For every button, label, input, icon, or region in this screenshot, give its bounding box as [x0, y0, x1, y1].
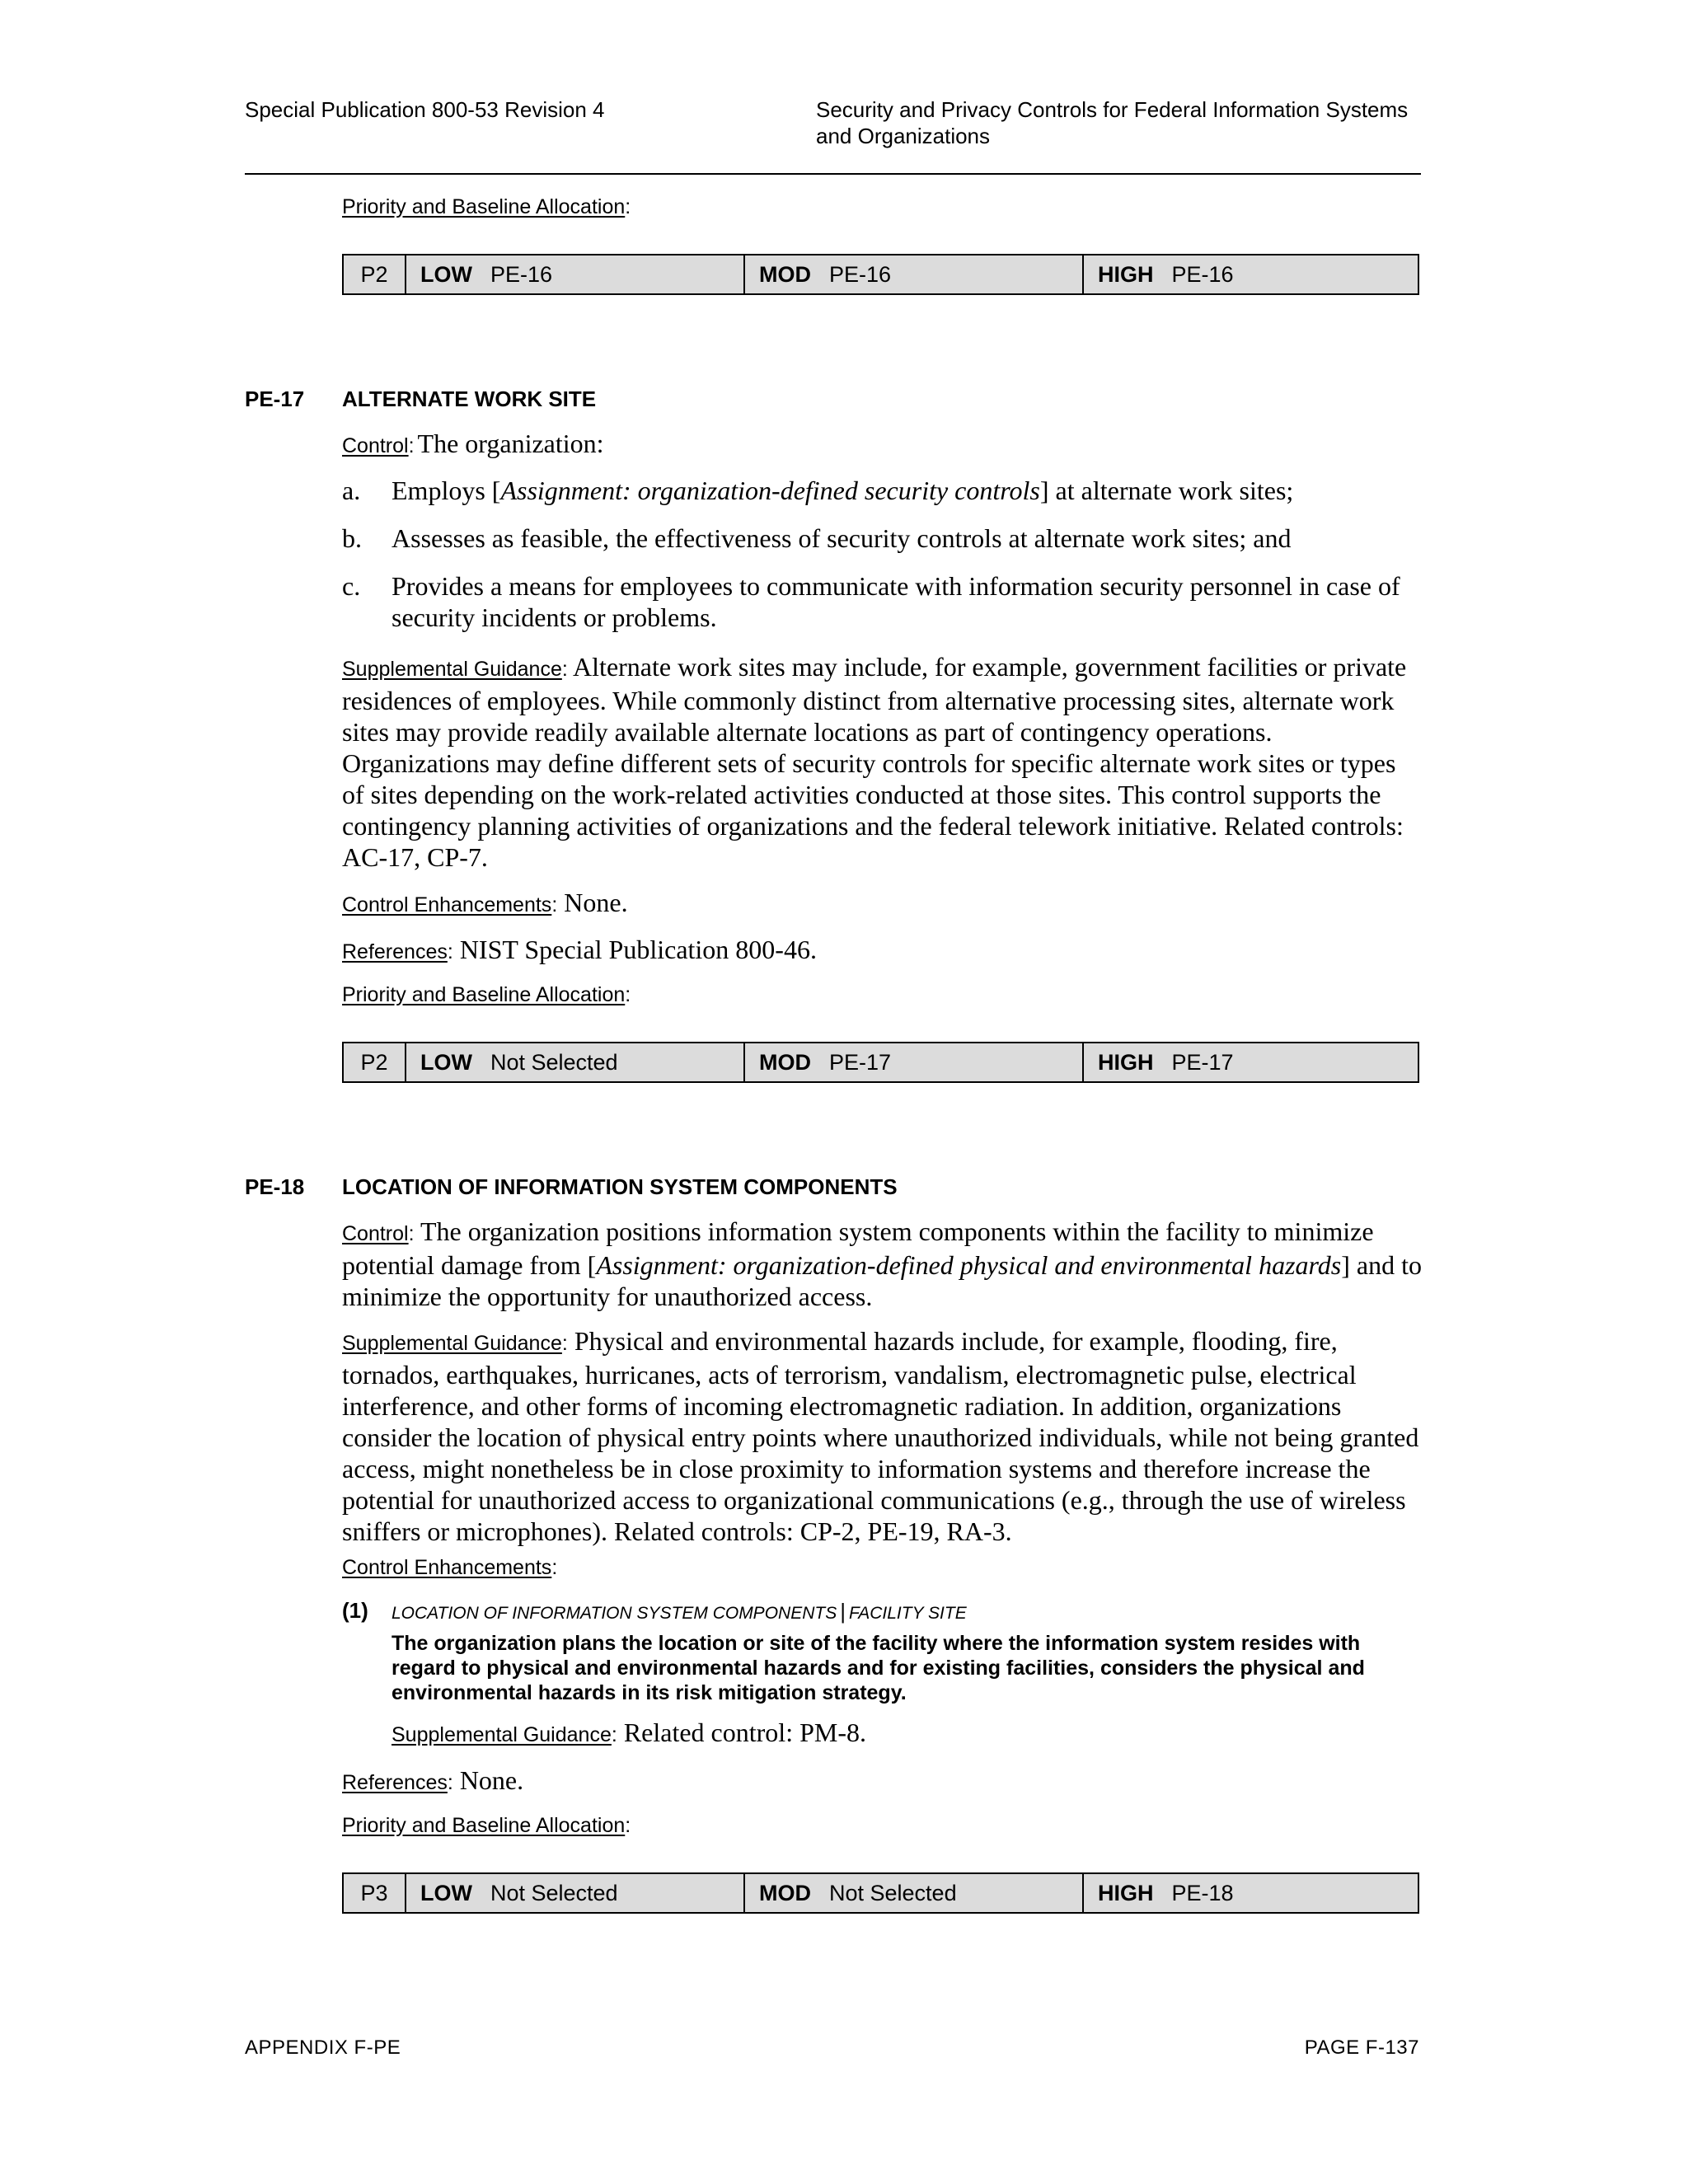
pe18-title: LOCATION OF INFORMATION SYSTEM COMPONENTS	[342, 1174, 898, 1199]
pe16-allocation-table	[342, 254, 1419, 295]
pe17-allocation-table	[342, 1042, 1419, 1083]
header-right-line2: and Organizations	[816, 124, 991, 148]
priority-cell: P2	[360, 1049, 388, 1075]
mod-cell: MOD PE-17	[743, 1043, 1082, 1081]
low-cell: LOW Not Selected	[405, 1043, 743, 1081]
pe17-enhancements: Control Enhancements: None.	[342, 888, 628, 917]
priority-cell: P2	[360, 261, 388, 287]
pe18-supplemental: Supplemental Guidance: Physical and environmental hazards include, for example, flooding, fire, tornados, earthquakes, hurricanes, acts of terrorism, vandalism, electromagnetic pulse, electrical interference, and other forms of incoming electromagnetic radiation. In addition, organizations consider the location of physical entry points where unauthorized individuals, while not being granted access, might nonetheless be in close proximity to information systems and therefore increase the potential for unauthorized access to organizational communications (e.g., through the use of wireless sniffers or microphones). Related controls: CP-2, PE-19, RA-3.	[342, 1326, 1419, 1546]
mod-cell: MOD PE-16	[743, 255, 1082, 293]
pe17-supplemental: Supplemental Guidance: Alternate work sites may include, for example, government facilities or private residences of employees. While commonly distinct from alternative processing sites, alternate work sites may provide readily available alternate locations as part of contingency operations. Organizations may define different sets of security controls for specific alternate work sites or types of sites depending on the work-related activities conducted at those sites. This control supports the contingency planning activities of organizations and the federal telework initiative. Related controls: AC-17, CP-7.	[342, 652, 1407, 872]
pe17-item-a-mark: a.	[342, 476, 361, 505]
footer-left: APPENDIX F-PE	[245, 2036, 401, 2059]
pe17-item-c-mark: c.	[342, 571, 361, 601]
pe17-item-a: Employs [Assignment: organization-defined security controls] at alternate work sites;	[392, 476, 1294, 505]
pe16-priority-label: Priority and Baseline Allocation:	[342, 195, 631, 218]
pe18-id: PE-18	[245, 1174, 305, 1199]
header-right-line1: Security and Privacy Controls for Federal Information Systems	[816, 97, 1409, 122]
pe18-allocation-table	[342, 1872, 1419, 1914]
pe17-item-b-mark: b.	[342, 523, 362, 553]
mod-cell: MOD Not Selected	[743, 1874, 1082, 1912]
pe17-title: ALTERNATE WORK SITE	[342, 387, 597, 411]
pe18-enhancement-text: The organization plans the location or site of the facility where the information system resides with regard to physical and environmental hazards and for existing facilities, considers the physical and environmental hazards in its risk mitigation strategy.	[392, 1632, 1365, 1704]
high-cell: HIGH PE-16	[1082, 255, 1418, 293]
pe18-enhancements-label: Control Enhancements:	[342, 1556, 558, 1579]
pe18-enhancement-supplemental: Supplemental Guidance: Related control: PM-8.	[392, 1718, 866, 1747]
pe17-references: References: NIST Special Publication 800-46.	[342, 935, 817, 964]
pe18-enhancement-title: LOCATION OF INFORMATION SYSTEM COMPONENTS | FACILITY SITE	[392, 1599, 967, 1624]
pe17-priority-label: Priority and Baseline Allocation:	[342, 983, 631, 1006]
high-cell: HIGH PE-18	[1082, 1874, 1418, 1912]
pe18-control: Control: The organization positions information system components within the facility to minimize potential damage from [Assignment: organization-defined physical and environmental hazards] and to minimize the opportunity for unauthorized access.	[342, 1216, 1422, 1311]
priority-cell: P3	[360, 1880, 388, 1905]
pe17-id: PE-17	[245, 387, 305, 411]
high-cell: HIGH PE-17	[1082, 1043, 1418, 1081]
pe18-enhancement-number: (1)	[342, 1598, 368, 1623]
header-left: Special Publication 800-53 Revision 4	[245, 97, 605, 122]
low-cell: LOW Not Selected	[405, 1874, 743, 1912]
footer-page-number: PAGE F-137	[1304, 2036, 1419, 2059]
pe17-control: Control: The organization:	[342, 429, 604, 458]
pe18-references: References: None.	[342, 1765, 524, 1795]
header-rule	[245, 173, 1421, 175]
pe18-priority-label: Priority and Baseline Allocation:	[342, 1814, 631, 1837]
pe17-item-b: Assesses as feasible, the effectiveness of security controls at alternate work sites; and	[392, 523, 1292, 553]
pe17-item-c: Provides a means for employees to communicate with information security personnel in case of security incidents or problems.	[392, 571, 1400, 632]
low-cell: LOW PE-16	[405, 255, 743, 293]
